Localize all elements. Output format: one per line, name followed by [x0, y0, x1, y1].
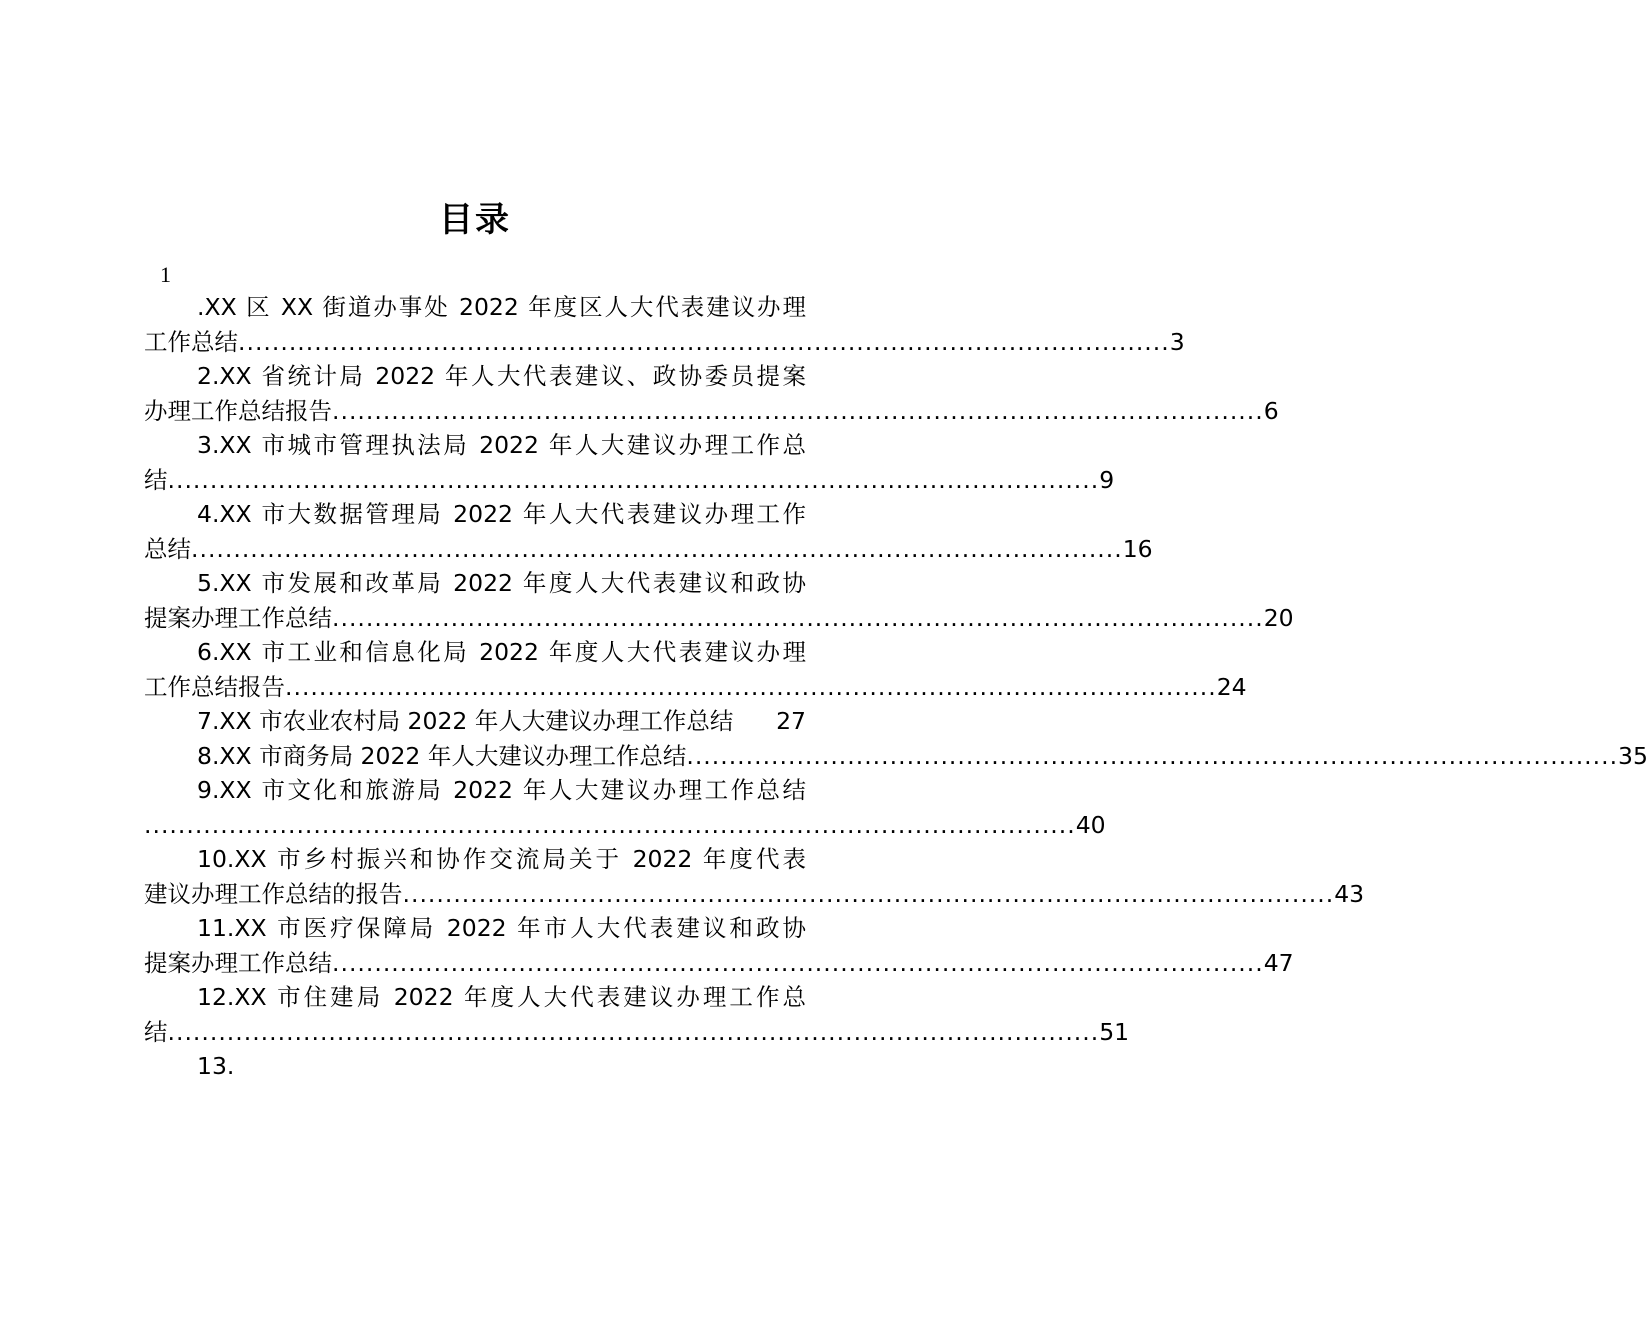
toc-page-number: 16 [1122, 534, 1153, 563]
toc-entry[interactable] [144, 428, 1115, 497]
toc-entry[interactable] [144, 497, 1153, 566]
toc-page-number: 6 [1263, 396, 1279, 425]
toc-entry-title: 9.XX 市文化和旅游局 2022 年人大建议办理工作总结 [197, 776, 806, 804]
toc-entry-continuation: 办理工作总结报告 [144, 396, 332, 425]
toc-page-number: 40 [1075, 810, 1106, 839]
dot-leader: .............................................................................................................. [332, 603, 1264, 632]
toc-entry-title: 8.XX 市商务局 2022 年人大建议办理工作总结 [197, 741, 687, 770]
toc-page-number: 27 [776, 707, 806, 735]
dot-leader: .............................................................................................................. [144, 810, 1076, 839]
toc-entry[interactable] [144, 290, 1185, 359]
toc-entry[interactable] [144, 773, 1106, 842]
toc-entry-title: 13. [197, 1052, 235, 1080]
table-of-contents [144, 290, 1648, 1084]
dot-leader: .............................................................................................................. [285, 672, 1217, 701]
toc-entry[interactable] [144, 359, 1279, 428]
page-title: 目录 [439, 200, 511, 240]
toc-entry-title: 10.XX 市乡村振兴和协作交流局关于 2022 年度代表 [197, 845, 806, 873]
dot-leader: .............................................................................................................. [686, 741, 1619, 770]
toc-entry[interactable] [144, 739, 1648, 774]
dot-leader: .............................................................................................................. [332, 948, 1264, 977]
dot-leader: .............................................................................................................. [167, 1017, 1100, 1046]
dot-leader: .............................................................................................................. [332, 396, 1264, 425]
toc-entry-title: 2.XX 省统计局 2022 年人大代表建议、政协委员提案 [197, 362, 806, 390]
dot-leader: .............................................................................................................. [167, 465, 1100, 494]
toc-page-number: 43 [1334, 879, 1365, 908]
toc-entry-title: 7.XX 市农业农村局 2022 年人大建议办理工作总结 [197, 707, 734, 735]
toc-entry-continuation: 总结 [144, 534, 191, 563]
toc-entry-title: .XX 区 XX 街道办事处 2022 年度区人大代表建议办理 [197, 293, 806, 321]
toc-entry[interactable] [144, 566, 1294, 635]
toc-page-number: 24 [1216, 672, 1247, 701]
toc-entry-title: 5.XX 市发展和改革局 2022 年度人大代表建议和政协 [197, 569, 806, 597]
toc-entry-title: 3.XX 市城市管理执法局 2022 年人大建议办理工作总 [197, 431, 806, 459]
toc-entry[interactable] [144, 911, 1294, 980]
toc-entry-title: 6.XX 市工业和信息化局 2022 年度人大代表建议办理 [197, 638, 806, 666]
dot-leader: .............................................................................................................. [238, 327, 1170, 356]
toc-entry-continuation: 建议办理工作总结的报告 [144, 879, 403, 908]
toc-page-number: 35 [1618, 741, 1648, 770]
toc-entry[interactable] [144, 635, 1247, 704]
toc-entry-continuation: 结 [144, 1017, 168, 1046]
toc-page-number: 9 [1099, 465, 1115, 494]
toc-entry-continuation: 提案办理工作总结 [144, 948, 332, 977]
dot-leader: .............................................................................................................. [191, 534, 1123, 563]
toc-entry-continuation: 提案办理工作总结 [144, 603, 332, 632]
toc-entry-title: 12.XX 市住建局 2022 年度人大代表建议办理工作总 [197, 983, 806, 1011]
toc-page-number: 3 [1169, 327, 1185, 356]
toc-page-number: 51 [1099, 1017, 1130, 1046]
toc-entry[interactable] [144, 704, 806, 739]
toc-entry-title: 4.XX 市大数据管理局 2022 年人大代表建议办理工作 [197, 500, 806, 528]
toc-entry[interactable] [144, 842, 1365, 911]
toc-entry-continuation: 结 [144, 465, 168, 494]
toc-page-number: 47 [1263, 948, 1294, 977]
toc-entry-continuation: 工作总结报告 [144, 672, 285, 701]
toc-entry-continuation: 工作总结 [144, 327, 238, 356]
toc-page-number: 20 [1263, 603, 1294, 632]
toc-entry[interactable] [144, 980, 1130, 1049]
toc-entry[interactable] [144, 1049, 806, 1084]
dot-leader: .............................................................................................................. [402, 879, 1335, 908]
toc-entry-title: 11.XX 市医疗保障局 2022 年市人大代表建议和政协 [197, 914, 806, 942]
first-entry-number: 1 [160, 262, 171, 287]
